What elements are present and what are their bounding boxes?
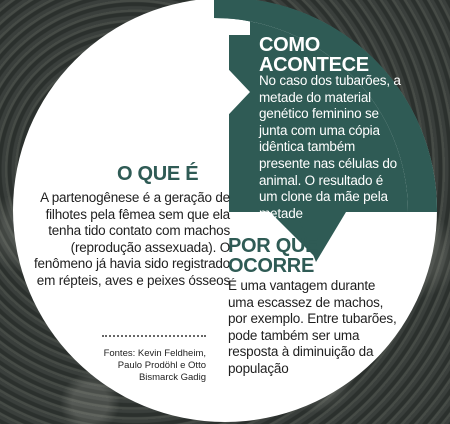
dotted-divider bbox=[102, 335, 206, 337]
o-que-e-title: O QUE É bbox=[117, 163, 199, 185]
por-que-ocorre-title bbox=[228, 236, 388, 276]
como-acontece-title-line2: ACONTECE bbox=[259, 54, 369, 76]
o-que-e-text: A partenogênese é a geração de filhotes pela fêmea sem que ela tenha tido contato com machos (reprodução assexuada). O fenômeno já havia sido registrado em répteis, aves e peixes ósseos bbox=[33, 190, 230, 288]
como-acontece-text: No caso dos tubarões, a metade do material genético feminino se junta com uma cópia idêntica também presente nas células do animal. O resultado é um clone da mãe pela metade bbox=[259, 73, 401, 221]
como-acontece-title-line1: COMO bbox=[259, 34, 321, 56]
sources-line-3: Bismarck Gadig bbox=[138, 372, 206, 383]
por-que-ocorre-title-line2: OCORRE bbox=[228, 255, 314, 277]
sources-credit bbox=[70, 348, 206, 384]
por-que-ocorre-title-line1: POR QUE bbox=[228, 235, 319, 257]
sources-line-2: Paulo Prodöhl e Otto bbox=[117, 360, 206, 371]
como-acontece-title bbox=[259, 35, 439, 75]
por-que-ocorre-text: É uma vantagem durante uma escassez de machos, por exemplo. Entre tubarões, pode também ser uma resposta à diminuição da população bbox=[228, 278, 397, 376]
sources-line-1: Fontes: Kevin Feldheim, bbox=[103, 348, 206, 359]
